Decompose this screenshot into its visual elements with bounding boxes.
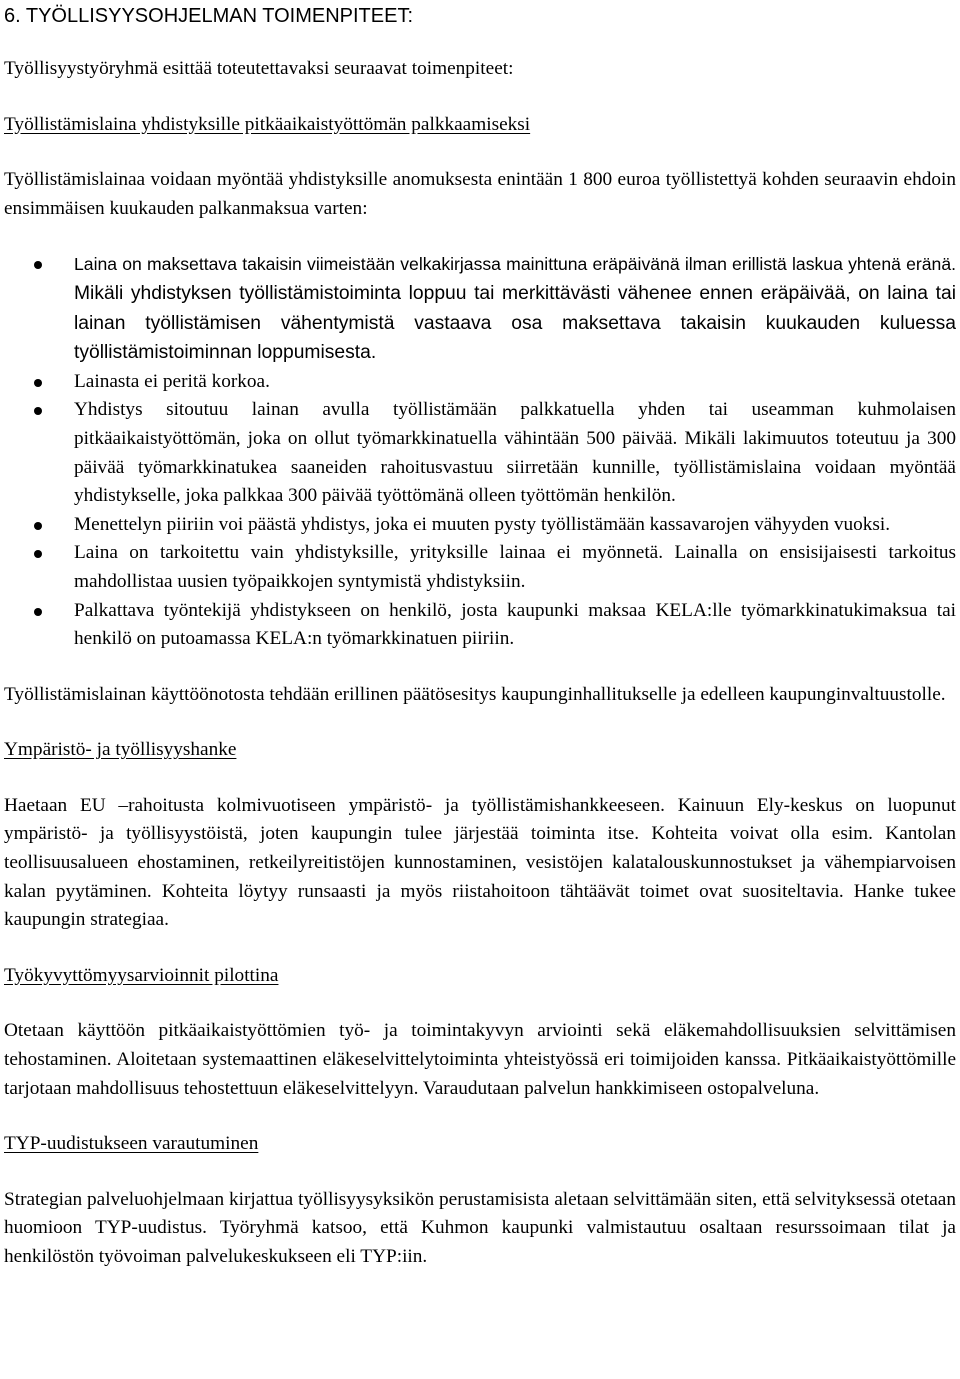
- list-item-text: Laina on maksettava takaisin viimeistään velkakirjassa mainittuna eräpäivänä ilman erillistä laskua yhtenä eränä.: [74, 254, 956, 275]
- section-title-environment-project: Ympäristö- ja työllisyyshanke: [4, 739, 237, 761]
- work-capacity-paragraph: Otetaan käyttöön pitkäaikaistyöttömien työ- ja toimintakyvyn arviointi sekä eläkemahdollisuuksien selvittämisen tehostaminen. Aloitetaan systemaattinen eläkeselvittelytoiminta yhteistyössä eri toimijoiden kanssa. Pitkäaikaistyöttömille tarjotaan mahdollisuus tehostettuun eläkeselvittelyyn. Varaudutaan palvelun hankkimiseen ostopalveluna.: [4, 1020, 956, 1099]
- employment-loan-paragraph: Työllistämislainaa voidaan myöntää yhdistyksille anomuksesta enintään 1 800 euroa työllistettyä kohden seuraavin ehdoin ensimmäisen kuukauden palkanmaksua varten:: [4, 169, 956, 219]
- bullet-icon: [34, 550, 42, 558]
- page-title: 6. TYÖLLISYYSOHJELMAN TOIMENPITEET:: [4, 5, 414, 27]
- section-title-work-capacity: Työkyvyttömyysarvioinnit pilottina: [4, 964, 279, 986]
- list-item: [4, 250, 956, 367]
- environment-project-paragraph: Haetaan EU –rahoitusta kolmivuotiseen ympäristö- ja työllistämishankkeeseen. Kainuun Ely-keskus on luopunut ympäristö- ja työllisyystöistä, joten kaupungin tulee järjestää toiminta itse. Kohteita voivat olla esim. Kantolan teollisuusalueen ehostaminen, retkeilyreitistöjen kunnostaminen, vesistöjen kalatalouskunnostukset ja vähempiarvoisen kalan pyytäminen. Kohteita löytyy runsaasti ja myös riistahoitoon tähtäävät toimet ovat suositeltavia. Hanke tukee kaupungin strategiaa.: [4, 794, 956, 931]
- loan-conditions-list: [4, 250, 956, 653]
- list-item-text: Yhdistys sitoutuu lainan avulla työllistämään palkkatuella yhden tai useamman kuhmolaisen pitkäaikaistyöttömän, joka on ollut työmarkkinatuella vähintään 500 päivää. Mikäli lakimuutos toteutuu ja 300 päivää työmarkkinatukea saaneiden rahoitusvastuu siirretään kunnille, työllistämislaina voidaan myöntää yhdistykselle, joka palkkaa 300 päivää työttömänä olleen työttömän henkilön.: [74, 399, 956, 507]
- list-item: [4, 539, 956, 596]
- bullet-icon: [34, 379, 42, 387]
- list-item-text: Lainasta ei peritä korkoa.: [74, 370, 270, 392]
- section-title-employment-loan: Työllistämislaina yhdistyksille pitkäaikaistyöttömän palkkaamiseksi: [4, 113, 531, 135]
- list-item-text: Laina on tarkoitettu vain yhdistyksille, yrityksille lainaa ei myönnetä. Lainalla on ensisijaisesti tarkoitus mahdollistaa uusien työpaikkojen syntymistä yhdistyksiin.: [74, 542, 956, 592]
- list-item: [4, 597, 956, 654]
- list-item: [4, 511, 956, 540]
- bullet-icon: [34, 608, 42, 616]
- typ-reform-paragraph: Strategian palveluohjelmaan kirjattua työllisyysyksikön perustamisista aletaan selvittämään siten, että selvityksessä otetaan huomioon TYP-uudistus. Työryhmä katsoo, että Kuhmon kaupunki valmistautuu osaltaan resurssoimaan tilat ja henkilöstön työvoiman palvelukeskukseen eli TYP:iin.: [4, 1188, 956, 1267]
- section-title-typ-reform: TYP-uudistukseen varautuminen: [4, 1133, 259, 1155]
- employment-loan-closing: Työllistämislainan käyttöönotosta tehdään erillinen päätösesitys kaupunginhallitukselle ja edelleen kaupunginvaltuustolle.: [4, 683, 946, 705]
- document-page: [4, 0, 956, 1272]
- bullet-icon: [34, 522, 42, 530]
- list-item-text: Mikäli yhdistyksen työllistämistoiminta loppuu tai merkittävästi vähenee ennen eräpäivää, on laina tai lainan työllistämisen vähentymistä vastaava osa maksettava takaisin kuukauden kuluessa työllistämistoiminnan loppumisesta.: [74, 282, 956, 364]
- list-item: [4, 368, 956, 397]
- list-item-text: Menettelyn piiriin voi päästä yhdistys, joka ei muuten pysty työllistämään kassavarojen vähyyden vuoksi.: [74, 513, 891, 535]
- intro-text: Työllisyystyöryhmä esittää toteutettavaksi seuraavat toimenpiteet:: [4, 58, 514, 79]
- bullet-icon: [34, 261, 42, 269]
- list-item: [4, 396, 956, 510]
- bullet-icon: [34, 407, 42, 415]
- list-item-text: Palkattava työntekijä yhdistykseen on henkilö, josta kaupunki maksaa KELA:lle työmarkkinatukimaksua tai henkilö on putoamassa KELA:n työmarkkinatuen piiriin.: [74, 599, 956, 650]
